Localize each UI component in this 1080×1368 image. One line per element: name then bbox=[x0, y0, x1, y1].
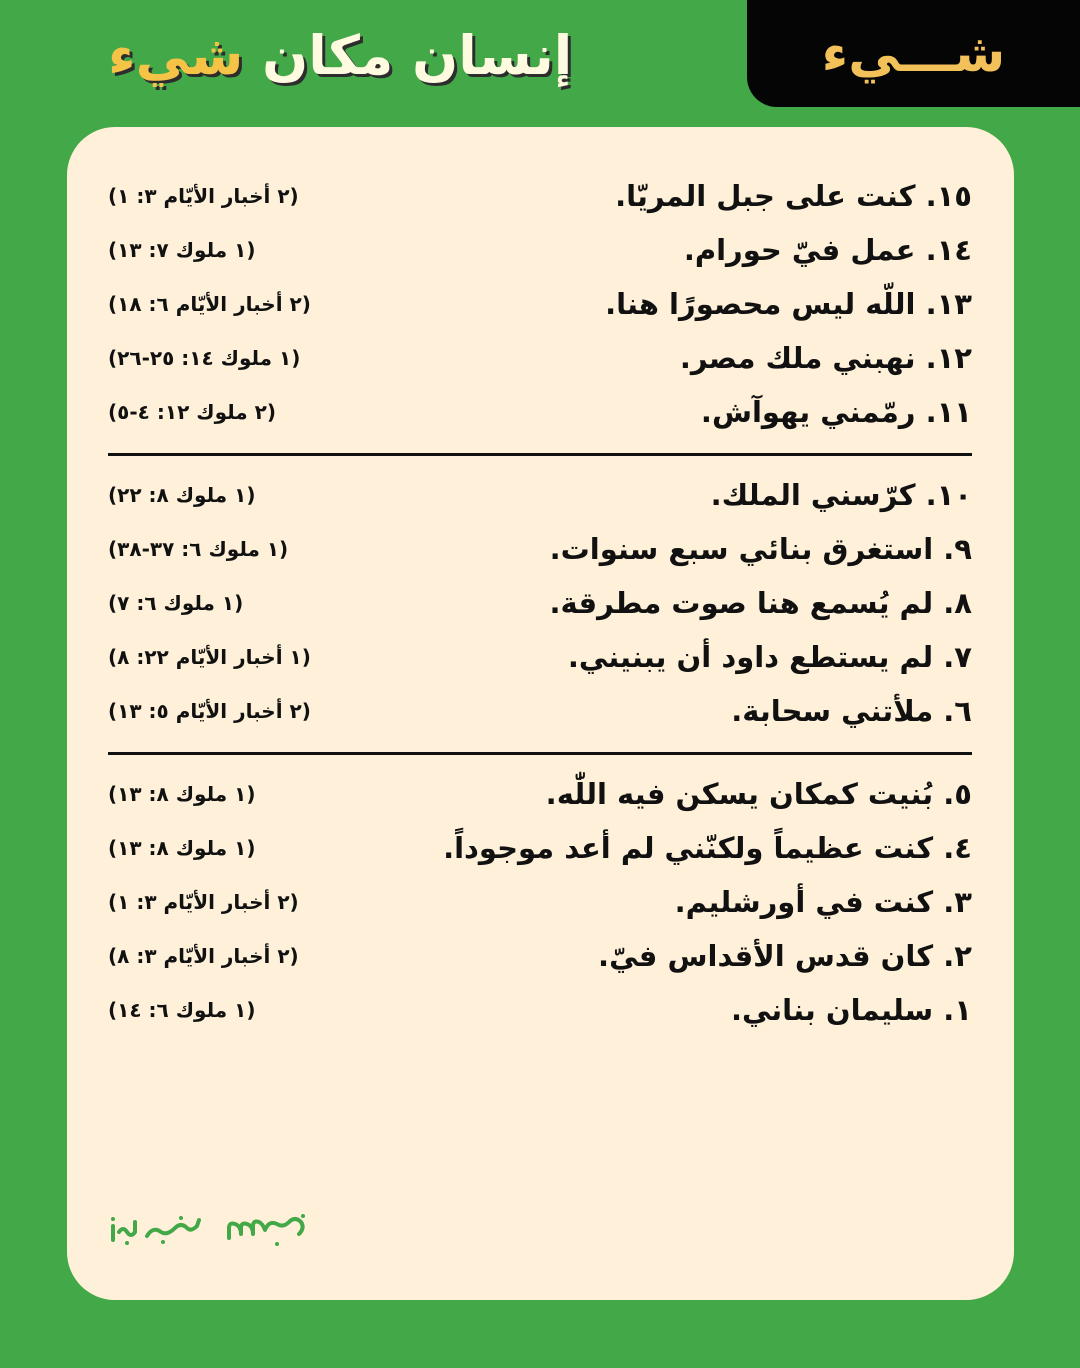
clue-text: ١. سليمان بناني. bbox=[730, 993, 972, 1027]
category-label: شـــيء bbox=[821, 23, 1006, 84]
game-title-part1: إنسان مكان bbox=[243, 24, 573, 87]
clue-text: ١٢. نهبني ملك مصر. bbox=[679, 341, 972, 375]
clue-reference: (١ ملوك ٨: ١٣) bbox=[108, 836, 256, 860]
brand-logo-icon bbox=[107, 1210, 333, 1254]
clue-reference: (١ ملوك ٧: ١٣) bbox=[108, 238, 256, 262]
clue-text: ١٥. كنت على جبل المريّا. bbox=[615, 179, 972, 213]
clue-reference: (١ ملوك ٦: ١٤) bbox=[108, 998, 256, 1022]
category-tab bbox=[747, 0, 1080, 107]
game-title bbox=[108, 24, 572, 87]
clue-reference: (٢ أخبار الأيّام ٥: ١٣) bbox=[108, 699, 311, 723]
clue-row bbox=[108, 468, 972, 522]
clue-row bbox=[108, 331, 972, 385]
section-divider bbox=[108, 752, 972, 755]
clue-group bbox=[108, 767, 972, 1037]
clue-row bbox=[108, 875, 972, 929]
clue-reference: (١ ملوك ١٤: ٢٥-٢٦) bbox=[108, 346, 301, 370]
clue-reference: (٢ أخبار الأيّام ٣: ١) bbox=[108, 184, 299, 208]
clue-reference: (١ ملوك ٦: ٧) bbox=[108, 591, 244, 615]
clue-text: ١٠. كرّسني الملك. bbox=[710, 478, 972, 512]
clue-row bbox=[108, 522, 972, 576]
clue-reference: (١ ملوك ٨: ٢٢) bbox=[108, 483, 256, 507]
clue-text: ٥. بُنيت كمكان يسكن فيه اللّٰه. bbox=[545, 777, 972, 811]
clue-row bbox=[108, 929, 972, 983]
clue-row bbox=[108, 821, 972, 875]
clue-reference: (٢ أخبار الأيّام ٦: ١٨) bbox=[108, 292, 311, 316]
clue-row bbox=[108, 277, 972, 331]
clue-row bbox=[108, 223, 972, 277]
clue-text: ١٣. اللّه ليس محصورًا هنا. bbox=[605, 287, 972, 321]
clue-row bbox=[108, 576, 972, 630]
clue-row bbox=[108, 630, 972, 684]
clue-row bbox=[108, 385, 972, 439]
clue-group bbox=[108, 468, 972, 738]
clue-reference: (١ أخبار الأيّام ٢٢: ٨) bbox=[108, 645, 311, 669]
clue-text: ٧. لم يستطع داود أن يبنيني. bbox=[567, 640, 972, 674]
clue-text: ١١. رمّمني يهوآش. bbox=[700, 395, 972, 429]
brand-script-logo-icon bbox=[107, 1210, 333, 1250]
clue-reference: (٢ أخبار الأيّام ٣: ١) bbox=[108, 890, 299, 914]
clue-text: ٨. لم يُسمع هنا صوت مطرقة. bbox=[549, 586, 972, 620]
clue-group bbox=[108, 169, 972, 439]
clues-card bbox=[67, 127, 1014, 1300]
clue-text: ٩. استغرق بنائي سبع سنوات. bbox=[549, 532, 972, 566]
clue-text: ٤. كنت عظيماً ولكنّني لم أعد موجوداً. bbox=[443, 831, 972, 865]
clue-reference: (٢ أخبار الأيّام ٣: ٨) bbox=[108, 944, 299, 968]
clue-list bbox=[108, 169, 972, 1037]
clue-reference: (١ ملوك ٦: ٣٧-٣٨) bbox=[108, 537, 289, 561]
clue-text: ١٤. عمل فيّ حورام. bbox=[683, 233, 972, 267]
clue-text: ٣. كنت في أورشليم. bbox=[674, 885, 972, 919]
clue-row bbox=[108, 684, 972, 738]
clue-row bbox=[108, 169, 972, 223]
clue-row bbox=[108, 983, 972, 1037]
clue-reference: (٢ ملوك ١٢: ٤-٥) bbox=[108, 400, 276, 424]
clue-text: ٦. ملأتني سحابة. bbox=[731, 694, 972, 728]
game-title-part2: شيء bbox=[108, 24, 244, 87]
clue-text: ٢. كان قدس الأقداس فيّ. bbox=[598, 939, 972, 973]
section-divider bbox=[108, 453, 972, 456]
clue-row bbox=[108, 767, 972, 821]
clue-reference: (١ ملوك ٨: ١٣) bbox=[108, 782, 256, 806]
